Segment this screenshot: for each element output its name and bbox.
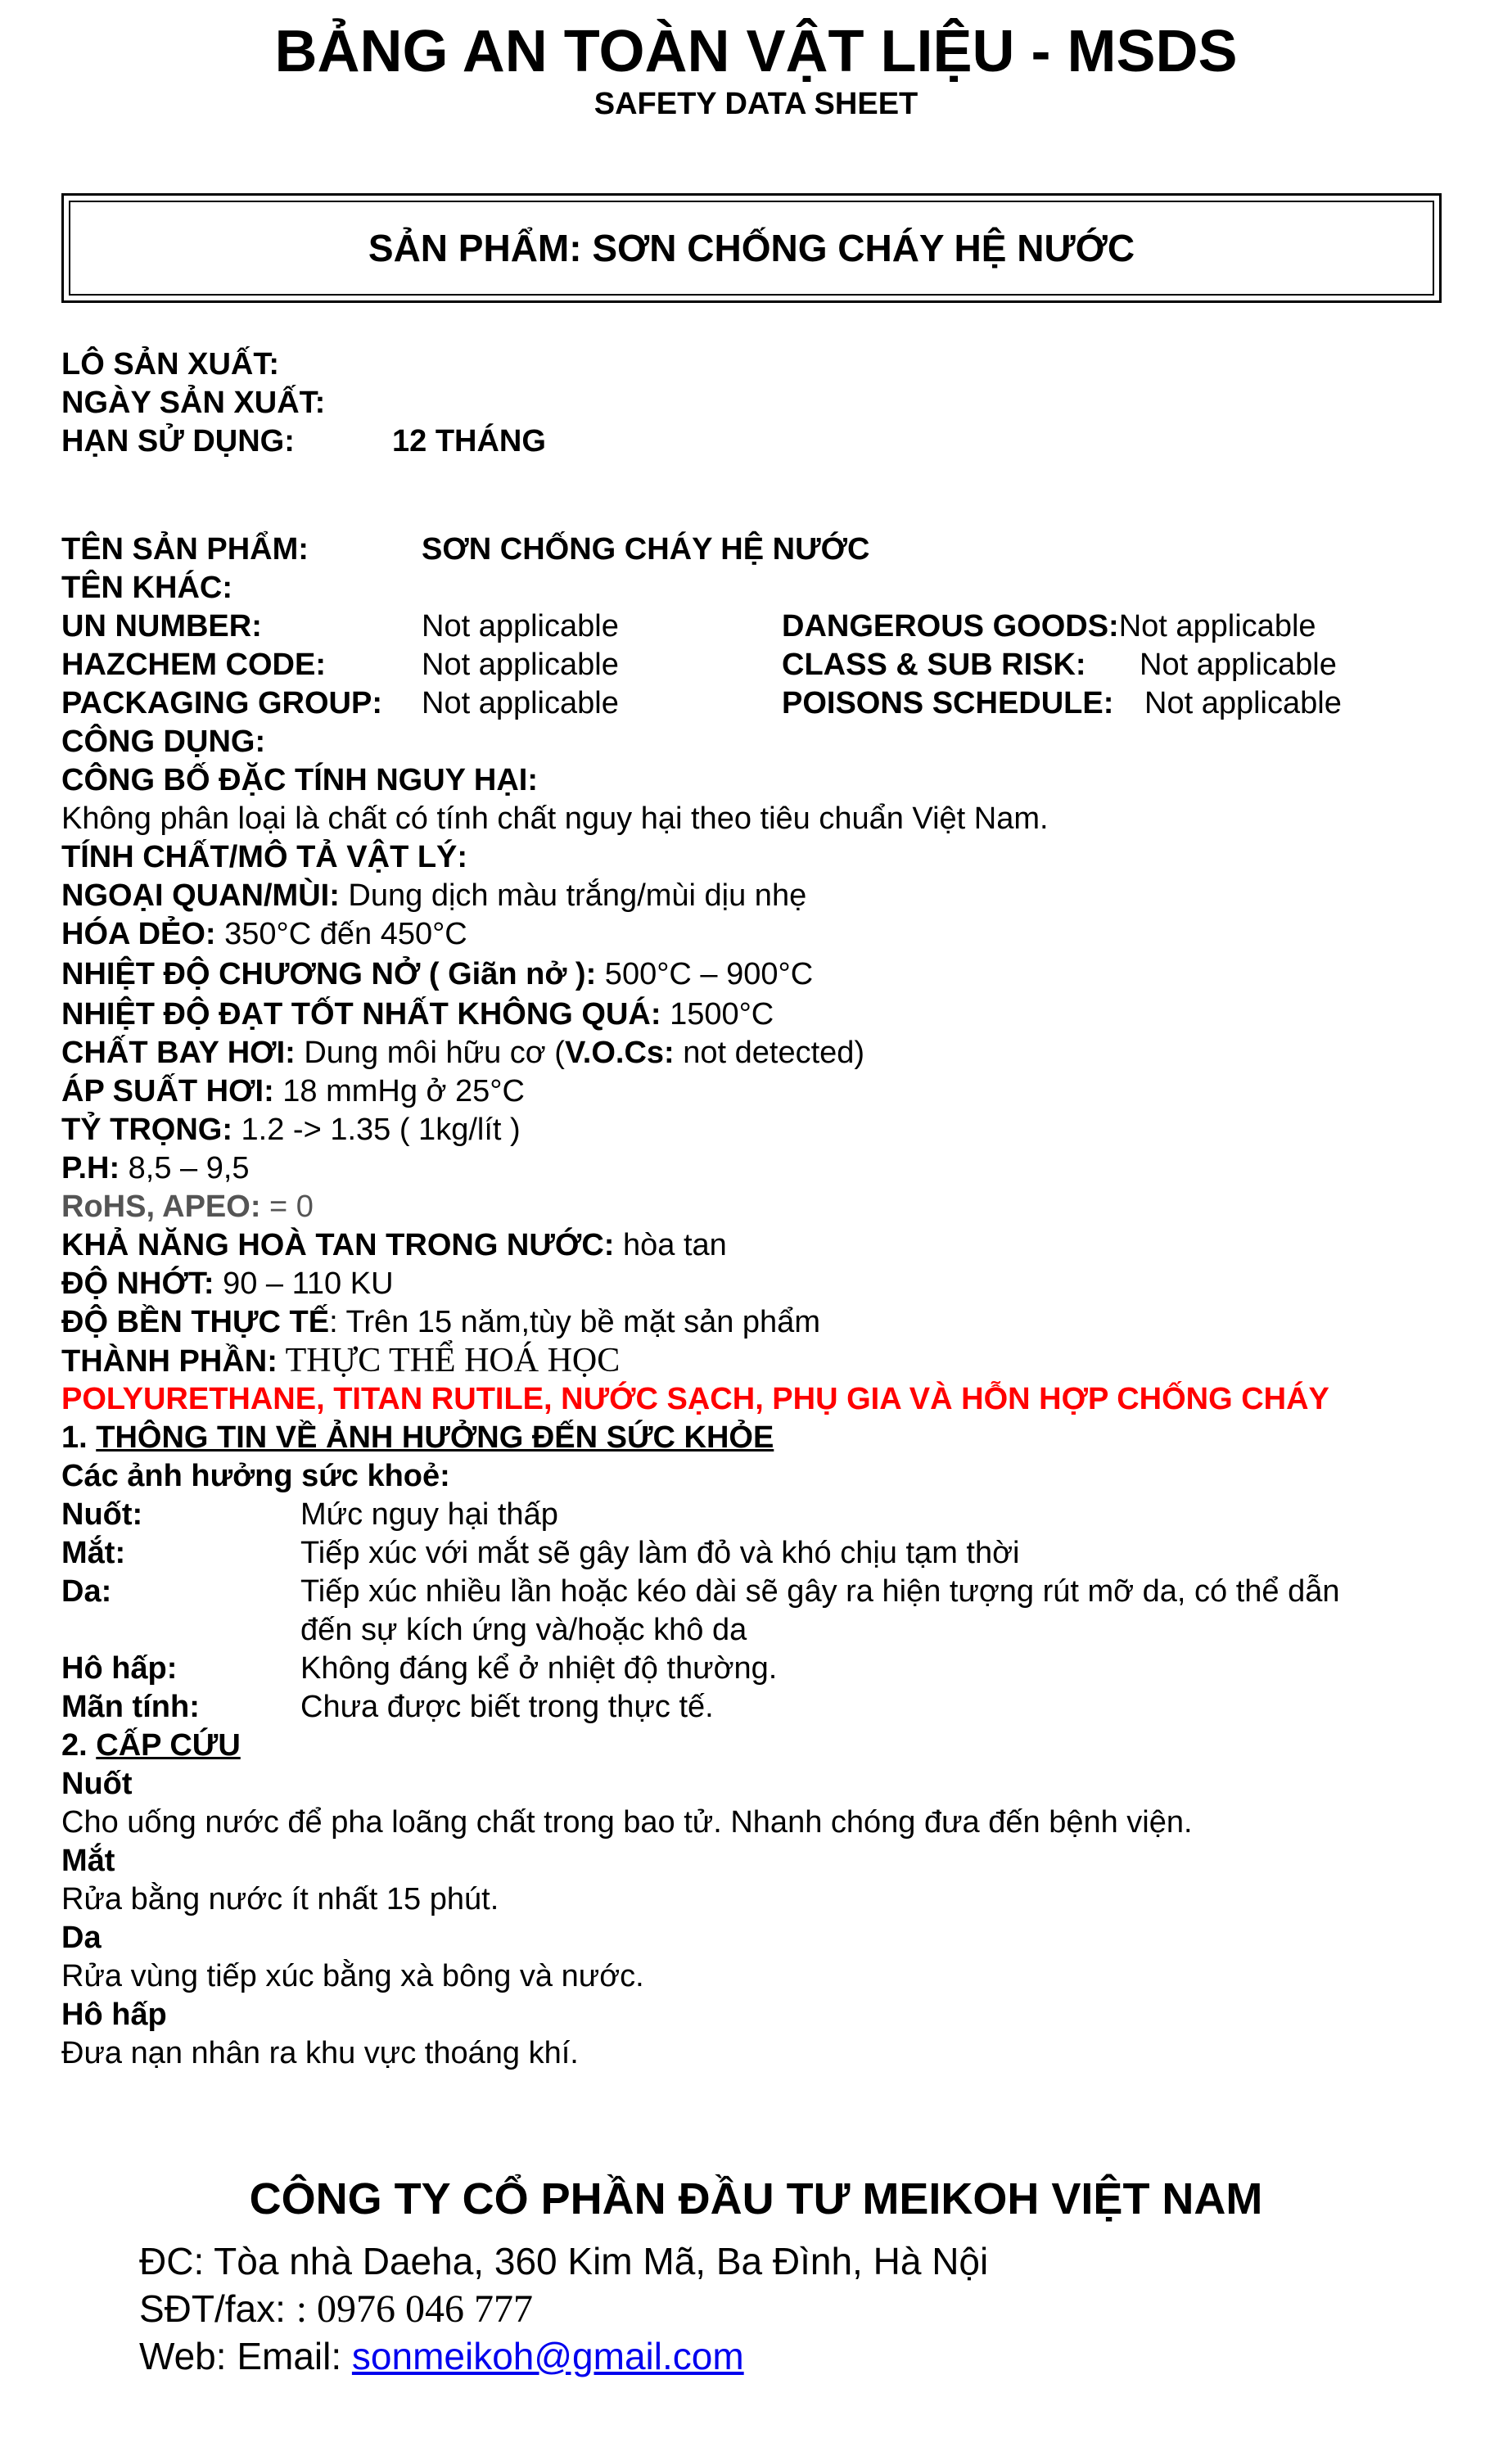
first-aid-text: Rửa vùng tiếp xúc bằng xà bông và nước. [61,1959,644,1993]
density-label: TỶ TRỌNG: [61,1113,232,1147]
appearance-row [61,877,806,915]
health-value-continued: đến sự kích ứng và/hoặc khô da [300,1613,747,1647]
phone-label: SĐT/fax: [139,2287,296,2330]
density-row [61,1111,521,1149]
voc-label: V.O.Cs: [564,1036,675,1070]
first-aid-title: CẤP CỨU [96,1728,241,1763]
rohs-label: RoHS, APEO: [61,1190,261,1224]
durability-label: ĐỘ BỀN THỰC TẾ [61,1305,330,1339]
durability-value: : Trên 15 năm,tùy bề mặt sản phẩm [329,1305,820,1339]
ph-value: 8,5 – 9,5 [120,1151,250,1185]
volatile-label: CHẤT BAY HƠI: [61,1036,296,1070]
plastic-row [61,915,467,954]
poisons-schedule-label: POISONS SCHEDULE: [782,686,1114,720]
vapor-row [61,1072,525,1111]
phone-value: : 0976 046 777 [296,2287,534,2331]
company-name: CÔNG TY CỔ PHẦN ĐẦU TƯ MEIKOH VIỆT NAM [249,2174,1263,2223]
un-number-value: Not applicable [422,609,619,643]
product-name-value: SƠN CHỐNG CHÁY HỆ NƯỚC [422,532,870,567]
product-name-label: TÊN SẢN PHẨM: [61,532,309,567]
durability-row [61,1303,820,1342]
health-section-heading [61,1419,774,1457]
dangerous-goods-label: DANGEROUS GOODS: [782,609,1119,643]
vapor-value: 18 mmHg ở 25°C [273,1074,525,1108]
health-value: Mức nguy hại thấp [300,1497,558,1532]
rohs-row [61,1188,314,1226]
hazard-label: CÔNG BỐ ĐẶC TÍNH NGUY HẠI: [61,763,538,797]
health-label: Hô hấp: [61,1651,178,1686]
production-date-label: NGÀY SẢN XUẤT: [61,386,326,420]
email-link[interactable]: sonmeikoh@gmail.com [351,2335,744,2377]
document-title: BẢNG AN TOÀN VẬT LIỆU - MSDS [274,19,1238,84]
first-aid-text: Đưa nạn nhân ra khu vực thoáng khí. [61,2036,579,2070]
dangerous-goods-cell [782,607,1316,646]
appearance-value: Dung dịch màu trắng/mùi dịu nhẹ [339,878,807,913]
plastic-value: 350°C đến 450°C [215,917,467,951]
composition-list: POLYURETHANE, TITAN RUTILE, NƯỚC SẠCH, PHỤ GIA VÀ HỖN HỢP CHỐNG CHÁY [61,1382,1329,1416]
volatile-row [61,1034,864,1072]
first-aid-text: Cho uống nước để pha loãng chất trong bao tử. Nhanh chóng đưa đến bệnh viện. [61,1805,1193,1840]
expiry-value: 12 THÁNG [392,424,546,458]
company-phone [139,2286,533,2332]
dangerous-goods-value: Not applicable [1118,609,1316,643]
packaging-group-value: Not applicable [422,686,619,720]
health-section-title: THÔNG TIN VỀ ẢNH HƯỞNG ĐẾN SỨC KHỎE [96,1420,774,1455]
density-value: 1.2 -> 1.35 ( 1kg/lít ) [232,1113,521,1147]
expansion-label: NHIỆT ĐỘ CHƯƠNG NỞ ( Giãn nở ): [61,957,597,991]
ph-row [61,1149,250,1188]
product-name-row [61,530,1371,569]
hazchem-label: HAZCHEM CODE: [61,648,326,682]
plastic-label: HÓA DẺO: [61,917,216,951]
lot-label: LÔ SẢN XUẤT: [61,347,279,381]
health-label: Mãn tính: [61,1690,200,1724]
usage-label: CÔNG DỤNG: [61,725,266,759]
first-aid-number: 2. [61,1728,97,1763]
health-section-number: 1. [61,1420,97,1455]
expiry-row [61,422,1371,461]
other-name-label: TÊN KHÁC: [61,571,232,605]
un-number-label: UN NUMBER: [61,609,262,643]
physical-heading: TÍNH CHẤT/MÔ TẢ VẬT LÝ: [61,840,468,874]
hazard-text: Không phân loại là chất có tính chất nguy hại theo tiêu chuẩn Việt Nam. [61,801,1049,836]
expansion-value: 500°C – 900°C [596,957,814,991]
rohs-value: = 0 [260,1190,314,1224]
expiry-label: HẠN SỬ DỤNG: [61,424,295,458]
health-value: Tiếp xúc nhiều lần hoặc kéo dài sẽ gây ra hiện tượng rút mỡ da, có thể dẫn [300,1574,1340,1609]
health-label: Mắt: [61,1536,126,1570]
viscosity-value: 90 – 110 KU [214,1266,394,1301]
volatile-value: Dung môi hữu cơ ( [295,1036,565,1070]
company-address: ĐC: Tòa nhà Daeha, 360 Kim Mã, Ba Đình, Hà Nội [139,2240,989,2282]
health-value: Tiếp xúc với mắt sẽ gây làm đỏ và khó chịu tạm thời [300,1536,1020,1570]
max-temp-value: 1500°C [661,997,774,1032]
voc-value: not detected) [674,1036,865,1070]
health-label: Da: [61,1574,112,1609]
document-subtitle: SAFETY DATA SHEET [594,87,918,121]
first-aid-heading [61,1727,241,1765]
un-number-row [61,607,1453,646]
health-value: Chưa được biết trong thực tế. [300,1690,714,1724]
composition-label: THÀNH PHẦN: [61,1344,278,1379]
class-sub-risk-label: CLASS & SUB RISK: [782,648,1086,682]
hazchem-value: Not applicable [422,648,619,682]
solubility-label: KHẢ NĂNG HOÀ TAN TRONG NƯỚC: [61,1228,615,1262]
solubility-value: hòa tan [614,1228,727,1262]
first-aid-text: Rửa bằng nước ít nhất 15 phút. [61,1882,499,1916]
health-value: Không đáng kể ở nhiệt độ thường. [300,1651,778,1686]
first-aid-label: Hô hấp [61,1998,167,2032]
company-web [139,2333,744,2379]
composition-value: THỰC THỂ HOÁ HỌC [277,1342,621,1379]
product-box-label: SẢN PHẨM: SƠN CHỐNG CHÁY HỆ NƯỚC [69,201,1434,296]
max-temp-row [61,995,774,1034]
composition-row [61,1342,620,1381]
packaging-row [61,684,1453,723]
viscosity-label: ĐỘ NHỚT: [61,1266,214,1301]
ph-label: P.H: [61,1151,120,1185]
class-sub-risk-value: Not applicable [1140,648,1337,682]
vapor-label: ÁP SUẤT HƠI: [61,1074,274,1108]
health-subheading: Các ảnh hưởng sức khoẻ: [61,1459,450,1493]
first-aid-label: Nuốt [61,1767,133,1801]
solubility-row [61,1226,727,1265]
first-aid-label: Da [61,1921,102,1955]
appearance-label: NGOẠI QUAN/MÙI: [61,878,340,913]
web-email-label: Web: Email: [139,2335,352,2377]
health-label: Nuốt: [61,1497,143,1532]
product-box [61,193,1442,303]
hazchem-row [61,646,1453,684]
packaging-group-label: PACKAGING GROUP: [61,686,382,720]
expansion-row [61,955,813,994]
max-temp-label: NHIỆT ĐỘ ĐẠT TỐT NHẤT KHÔNG QUÁ: [61,997,661,1032]
first-aid-label: Mắt [61,1844,115,1878]
poisons-schedule-value: Not applicable [1144,686,1342,720]
viscosity-row [61,1265,394,1303]
